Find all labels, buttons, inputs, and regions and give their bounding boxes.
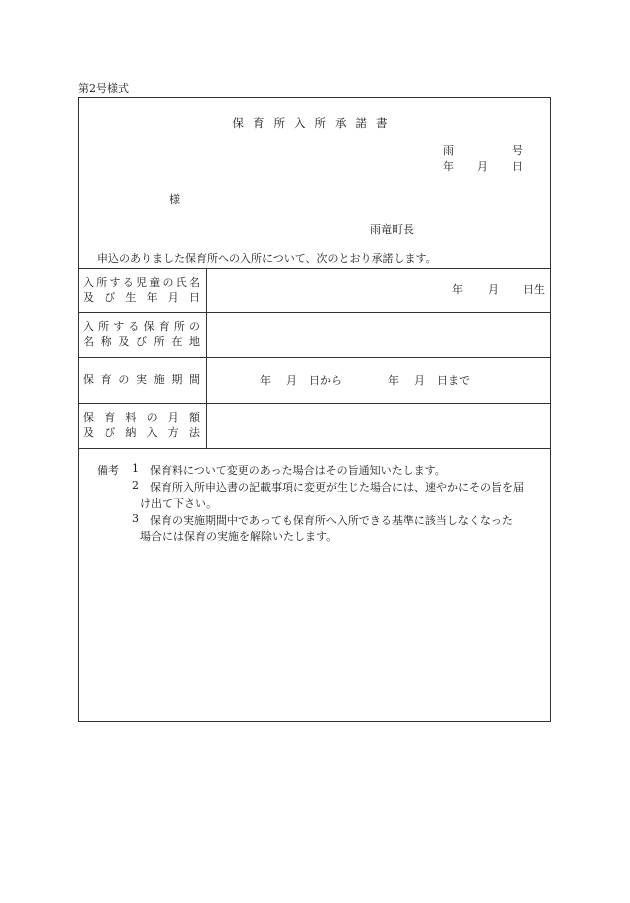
date-day: 日: [512, 160, 523, 173]
period-from-year: 年: [260, 374, 271, 387]
note-text: 場合には保育の実施を解除いたします。: [140, 530, 338, 543]
date-year: 年: [443, 160, 454, 173]
note-number: 3: [132, 512, 139, 525]
form-number-label: 第2号様式: [78, 82, 129, 95]
table-top-rule: [79, 268, 550, 269]
fee-label: 保育料の月額 及び納入方法: [83, 411, 200, 439]
period-to-month: 月: [414, 374, 425, 387]
child-name-label: 入所する児童の氏名 及び生年月日: [83, 276, 200, 304]
row-divider: [79, 312, 550, 313]
note-number: 1: [132, 462, 139, 475]
row-divider: [79, 357, 550, 358]
period-from-day: 日から: [309, 374, 342, 387]
column-divider: [206, 268, 207, 448]
period-to-year: 年: [388, 374, 399, 387]
date-month: 月: [477, 160, 488, 173]
recipient-suffix: 様: [169, 193, 180, 206]
birth-year-label: 年: [452, 283, 463, 296]
table-bottom-rule: [79, 448, 550, 449]
birth-day-label: 日生: [523, 283, 545, 296]
certificate-frame: [78, 97, 551, 722]
number-prefix: 雨: [443, 144, 454, 157]
note-number: 2: [132, 479, 139, 492]
document-title: 保育所入所承諾書: [232, 116, 397, 130]
issuer-name: 雨竜町長: [370, 223, 414, 236]
birth-month-label: 月: [488, 283, 499, 296]
period-from-month: 月: [286, 374, 297, 387]
notes-heading: 備考: [97, 464, 119, 477]
period-to-day: 日まで: [437, 374, 470, 387]
number-suffix: 号: [512, 144, 523, 157]
nursery-name-label: 入所する保育所の 名称及び所在地: [83, 320, 200, 348]
row-divider: [79, 403, 550, 404]
note-text: け出て下さい。: [140, 497, 217, 510]
note-text: 保育の実施期間中であっても保育所へ入所できる基準に該当しなくなった: [150, 514, 513, 527]
care-period-label: 保育の実施期間: [83, 373, 200, 386]
approval-statement: 申込のありました保育所への入所について、次のとおり承諾します。: [97, 252, 437, 265]
note-text: 保育料について変更のあった場合はその旨通知いたします。: [150, 464, 446, 477]
note-text: 保育所入所申込書の記載事項に変更が生じた場合には、速やかにその旨を届: [150, 481, 524, 494]
